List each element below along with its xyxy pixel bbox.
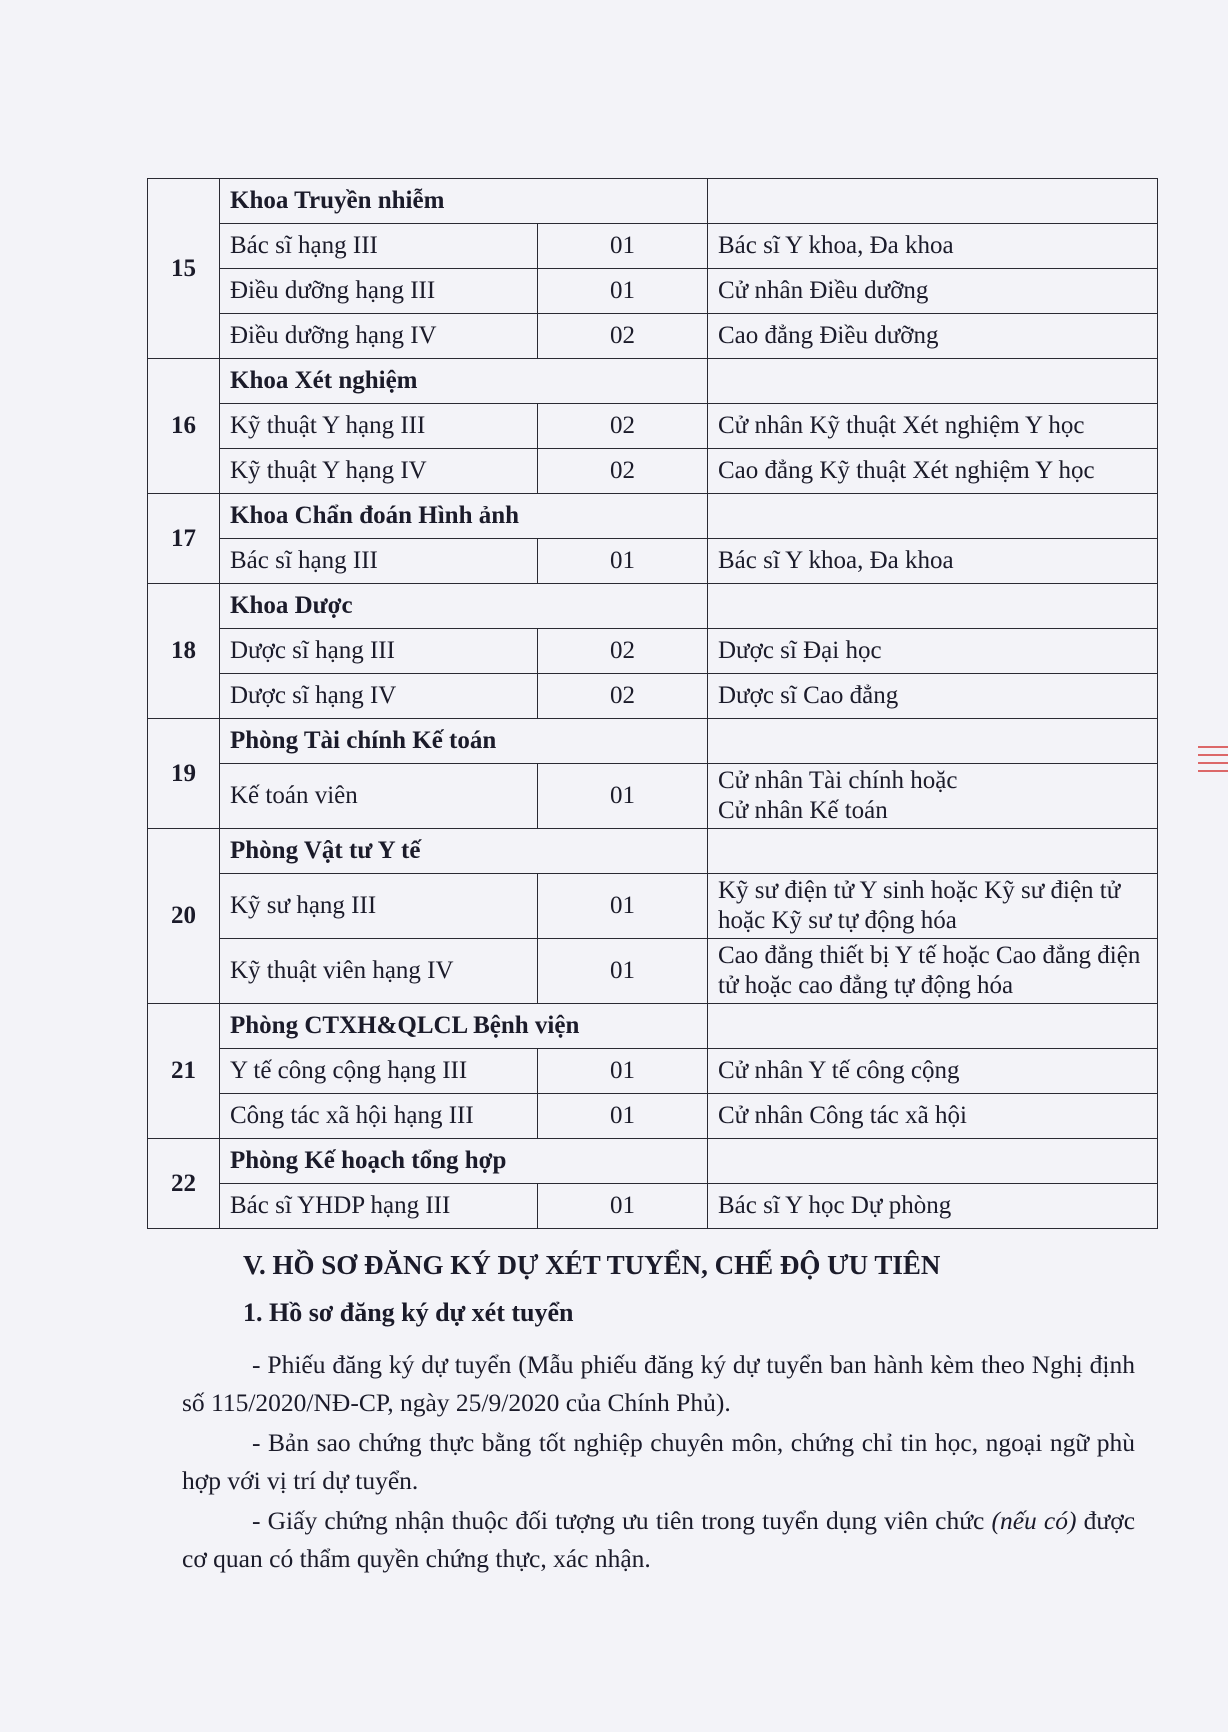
table-row (148, 1004, 1158, 1049)
table-row (148, 829, 1158, 874)
quantity-cell: 01 (538, 269, 708, 314)
department-qualification-empty (708, 179, 1158, 224)
quantity-cell: 01 (538, 1094, 708, 1139)
section-title: V. HỒ SƠ ĐĂNG KÝ DỰ XÉT TUYỂN, CHẾ ĐỘ ƯU TIÊN (243, 1250, 941, 1280)
department-name: Phòng Kế hoạch tổng hợp (220, 1139, 708, 1184)
department-qualification-empty (708, 359, 1158, 404)
table-row (148, 1139, 1158, 1184)
row-number: 19 (148, 719, 220, 829)
department-name: Phòng Tài chính Kế toán (220, 719, 708, 764)
quantity-cell: 01 (538, 539, 708, 584)
table-row (148, 269, 1158, 314)
table-row (148, 1184, 1158, 1229)
department-name: Khoa Dược (220, 584, 708, 629)
table-row (148, 939, 1158, 1004)
department-name: Phòng Vật tư Y tế (220, 829, 708, 874)
department-qualification-empty (708, 1004, 1158, 1049)
table-row (148, 494, 1158, 539)
position-cell: Kỹ thuật viên hạng IV (220, 939, 538, 1004)
table-row (148, 629, 1158, 674)
quantity-cell: 02 (538, 404, 708, 449)
quantity-cell: 01 (538, 1184, 708, 1229)
paragraph-priority-text-a: - Giấy chứng nhận thuộc đối tượng ưu tiên trong tuyển dụng viên chức (252, 1506, 992, 1535)
qualification-cell: Cử nhân Điều dưỡng (708, 269, 1158, 314)
row-number: 18 (148, 584, 220, 719)
quantity-cell: 02 (538, 674, 708, 719)
quantity-cell: 01 (538, 764, 708, 829)
qualification-cell: Cử nhân Công tác xã hội (708, 1094, 1158, 1139)
table-row (148, 539, 1158, 584)
position-cell: Điều dưỡng hạng III (220, 269, 538, 314)
quantity-cell: 02 (538, 314, 708, 359)
position-cell: Dược sĩ hạng IV (220, 674, 538, 719)
subsection-title: 1. Hồ sơ đăng ký dự xét tuyển (243, 1298, 574, 1327)
position-cell: Công tác xã hội hạng III (220, 1094, 538, 1139)
position-cell: Kỹ sư hạng III (220, 874, 538, 939)
table-row (148, 584, 1158, 629)
qualification-cell: Cao đẳng Kỹ thuật Xét nghiệm Y học (708, 449, 1158, 494)
qualification-cell: Dược sĩ Cao đẳng (708, 674, 1158, 719)
paragraph-priority-certificate (182, 1502, 1135, 1578)
position-cell: Y tế công cộng hạng III (220, 1049, 538, 1094)
row-number: 22 (148, 1139, 220, 1229)
table-row (148, 314, 1158, 359)
department-qualification-empty (708, 1139, 1158, 1184)
table-row (148, 764, 1158, 829)
row-number: 17 (148, 494, 220, 584)
paragraph-priority-italic: (nếu có) (991, 1506, 1077, 1535)
position-cell: Dược sĩ hạng III (220, 629, 538, 674)
table-row (148, 719, 1158, 764)
quantity-cell: 01 (538, 874, 708, 939)
row-number: 16 (148, 359, 220, 494)
qualification-cell: Cử nhân Kỹ thuật Xét nghiệm Y học (708, 404, 1158, 449)
qualification-cell: Bác sĩ Y học Dự phòng (708, 1184, 1158, 1229)
position-cell: Kỹ thuật Y hạng IV (220, 449, 538, 494)
qualification-cell: Cao đẳng Điều dưỡng (708, 314, 1158, 359)
row-number: 21 (148, 1004, 220, 1139)
quantity-cell: 01 (538, 224, 708, 269)
table-row (148, 674, 1158, 719)
table-row (148, 1094, 1158, 1139)
department-qualification-empty (708, 719, 1158, 764)
qualification-cell: Cử nhân Y tế công cộng (708, 1049, 1158, 1094)
position-cell: Kế toán viên (220, 764, 538, 829)
table-body (148, 179, 1158, 1229)
red-stamp-edge (1198, 740, 1228, 920)
department-name: Khoa Xét nghiệm (220, 359, 708, 404)
department-name: Phòng CTXH&QLCL Bệnh viện (220, 1004, 708, 1049)
paragraph-priority-text-b: được cơ quan có thẩm quyền chứng thực, xác nhận. (182, 1506, 1136, 1573)
quantity-cell: 01 (538, 939, 708, 1004)
department-qualification-empty (708, 584, 1158, 629)
qualification-cell: Kỹ sư điện tử Y sinh hoặc Kỹ sư điện tử hoặc Kỹ sư tự động hóa (708, 874, 1158, 939)
position-cell: Bác sĩ YHDP hạng III (220, 1184, 538, 1229)
table-row (148, 224, 1158, 269)
position-cell: Bác sĩ hạng III (220, 539, 538, 584)
position-cell: Kỹ thuật Y hạng III (220, 404, 538, 449)
table-row (148, 404, 1158, 449)
table-row (148, 179, 1158, 224)
quantity-cell: 02 (538, 449, 708, 494)
table-row (148, 449, 1158, 494)
row-number: 15 (148, 179, 220, 359)
qualification-cell: Bác sĩ Y khoa, Đa khoa (708, 224, 1158, 269)
table-row (148, 874, 1158, 939)
department-name: Khoa Chẩn đoán Hình ảnh (220, 494, 708, 539)
quantity-cell: 01 (538, 1049, 708, 1094)
recruitment-table (147, 178, 1158, 1229)
paragraph-application-form: - Phiếu đăng ký dự tuyển (Mẫu phiếu đăng ký dự tuyển ban hành kèm theo Nghị định số 115/2020/NĐ-CP, ngày 25/9/2020 của Chính Phủ). (182, 1350, 1135, 1417)
qualification-cell: Bác sĩ Y khoa, Đa khoa (708, 539, 1158, 584)
department-name: Khoa Truyền nhiễm (220, 179, 708, 224)
quantity-cell: 02 (538, 629, 708, 674)
row-number: 20 (148, 829, 220, 1004)
department-qualification-empty (708, 829, 1158, 874)
qualification-cell: Cao đẳng thiết bị Y tế hoặc Cao đẳng điện tử hoặc cao đẳng tự động hóa (708, 939, 1158, 1004)
department-qualification-empty (708, 494, 1158, 539)
table-row (148, 1049, 1158, 1094)
qualification-cell: Dược sĩ Đại học (708, 629, 1158, 674)
table-row (148, 359, 1158, 404)
paragraph-certified-copies: - Bản sao chứng thực bằng tốt nghiệp chuyên môn, chứng chỉ tin học, ngoại ngữ phù hợp với vị trí dự tuyển. (182, 1428, 1135, 1495)
position-cell: Bác sĩ hạng III (220, 224, 538, 269)
position-cell: Điều dưỡng hạng IV (220, 314, 538, 359)
qualification-cell: Cử nhân Tài chính hoặc Cử nhân Kế toán (708, 764, 1158, 829)
